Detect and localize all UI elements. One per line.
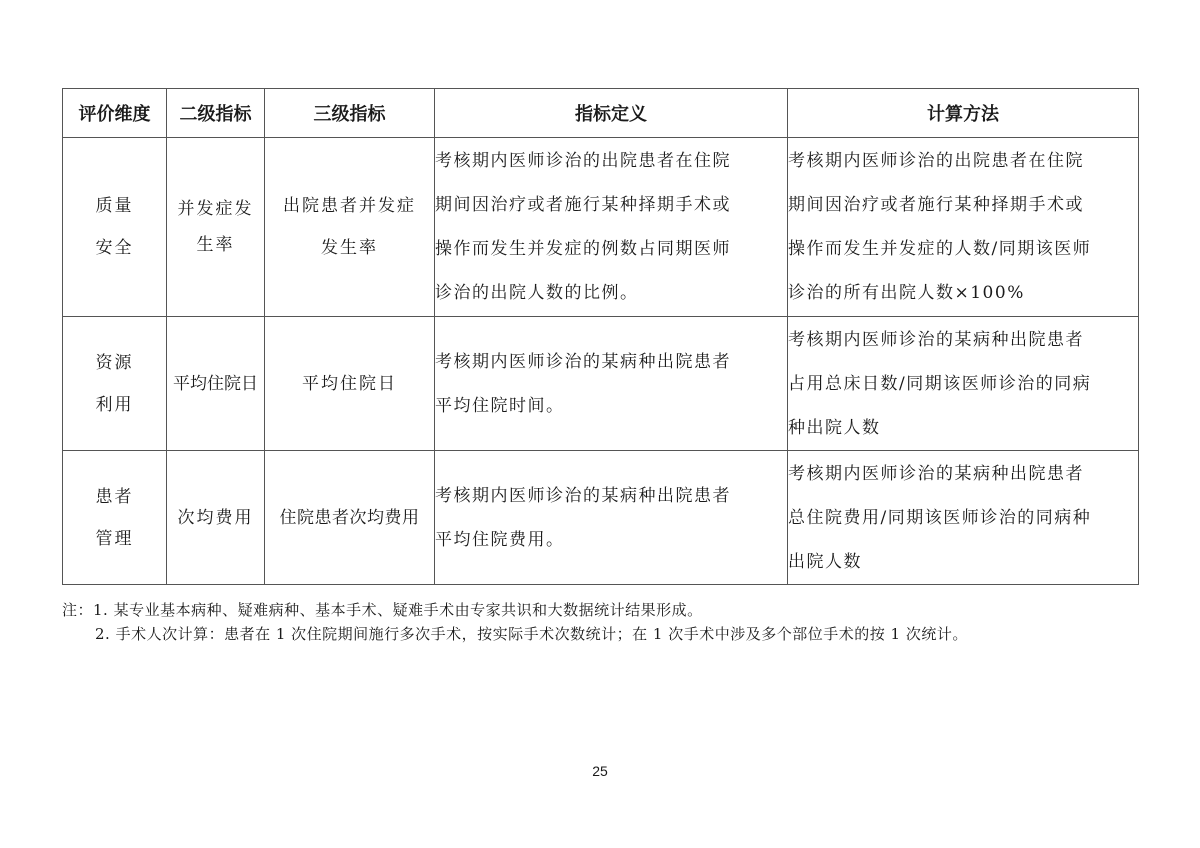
header-tertiary-indicator: 三级指标 — [265, 89, 435, 138]
cell-definition — [435, 317, 788, 451]
cell-line: 操作而发生并发症的例数占同期医师 — [435, 239, 731, 259]
cell-line: 住院患者次均费用 — [279, 507, 420, 528]
cell-calculation-method — [788, 451, 1139, 585]
cell-line: 操作而发生并发症的人数/同期该医师 — [788, 239, 1092, 259]
cell-line: 平均住院日 — [173, 373, 258, 394]
cell-line: 出院患者并发症 — [283, 196, 416, 216]
cell-line: 生率 — [196, 235, 235, 255]
cell-line: 发生率 — [321, 238, 378, 258]
cell-line: 考核期内医师诊治的某病种出院患者 — [435, 485, 731, 506]
table-row — [63, 451, 1139, 585]
cell-line: 管理 — [95, 528, 134, 549]
cell-dimension — [63, 317, 167, 451]
cell-line: 平均住院日 — [302, 373, 397, 394]
cell-line: 资源 — [95, 352, 134, 373]
cell-line: 诊治的出院人数的比例。 — [435, 283, 639, 303]
cell-line: 总住院费用/同期该医师诊治的同病种 — [788, 507, 1092, 528]
cell-secondary — [167, 317, 265, 451]
cell-line: 平均住院费用。 — [435, 529, 565, 550]
header-definition: 指标定义 — [435, 89, 788, 138]
cell-dimension — [63, 138, 167, 317]
header-calculation-method: 计算方法 — [788, 89, 1139, 138]
cell-line: 考核期内医师诊治的某病种出院患者 — [788, 463, 1084, 484]
table-notes — [62, 598, 1138, 646]
cell-line: 出院人数 — [788, 551, 862, 572]
cell-line: 利用 — [95, 394, 134, 415]
cell-dimension — [63, 451, 167, 585]
cell-definition — [435, 138, 788, 317]
cell-line: 期间因治疗或者施行某种择期手术或 — [435, 195, 731, 215]
cell-line: 质量 — [95, 196, 134, 216]
cell-line: 安全 — [95, 238, 134, 258]
header-dimension: 评价维度 — [63, 89, 167, 138]
cell-line: 期间因治疗或者施行某种择期手术或 — [788, 195, 1084, 215]
cell-secondary — [167, 138, 265, 317]
evaluation-table-container — [62, 88, 1138, 585]
cell-calculation-method — [788, 317, 1139, 451]
header-secondary-indicator: 二级指标 — [167, 89, 265, 138]
cell-tertiary — [265, 138, 435, 317]
cell-tertiary — [265, 317, 435, 451]
cell-line: 考核期内医师诊治的出院患者在住院 — [788, 151, 1084, 171]
cell-tertiary — [265, 451, 435, 585]
cell-line: 诊治的所有出院人数×100% — [788, 283, 1025, 303]
cell-line: 患者 — [95, 486, 134, 507]
evaluation-metrics-table — [62, 88, 1139, 585]
cell-calculation-method — [788, 138, 1139, 317]
cell-line: 考核期内医师诊治的某病种出院患者 — [788, 329, 1084, 350]
table-row — [63, 138, 1139, 317]
table-header-row — [63, 89, 1139, 138]
cell-line: 平均住院时间。 — [435, 395, 565, 416]
table-row — [63, 317, 1139, 451]
cell-line: 考核期内医师诊治的出院患者在住院 — [435, 151, 731, 171]
page-number: 25 — [592, 763, 608, 779]
cell-definition — [435, 451, 788, 585]
note-item: 2. 手术人次计算：患者在 1 次住院期间施行多次手术，按实际手术次数统计；在 1 次手术中涉及多个部位手术的按 1 次统计。 — [95, 625, 968, 643]
cell-line: 次均费用 — [177, 507, 254, 528]
cell-line: 种出院人数 — [788, 417, 881, 438]
note-item: 注：1. 某专业基本病种、疑难病种、基本手术、疑难手术由专家共识和大数据统计结果形成。 — [62, 601, 703, 619]
cell-line: 考核期内医师诊治的某病种出院患者 — [435, 351, 731, 372]
cell-secondary — [167, 451, 265, 585]
cell-line: 并发症发 — [177, 199, 254, 219]
cell-line: 占用总床日数/同期该医师诊治的同病 — [788, 373, 1092, 394]
